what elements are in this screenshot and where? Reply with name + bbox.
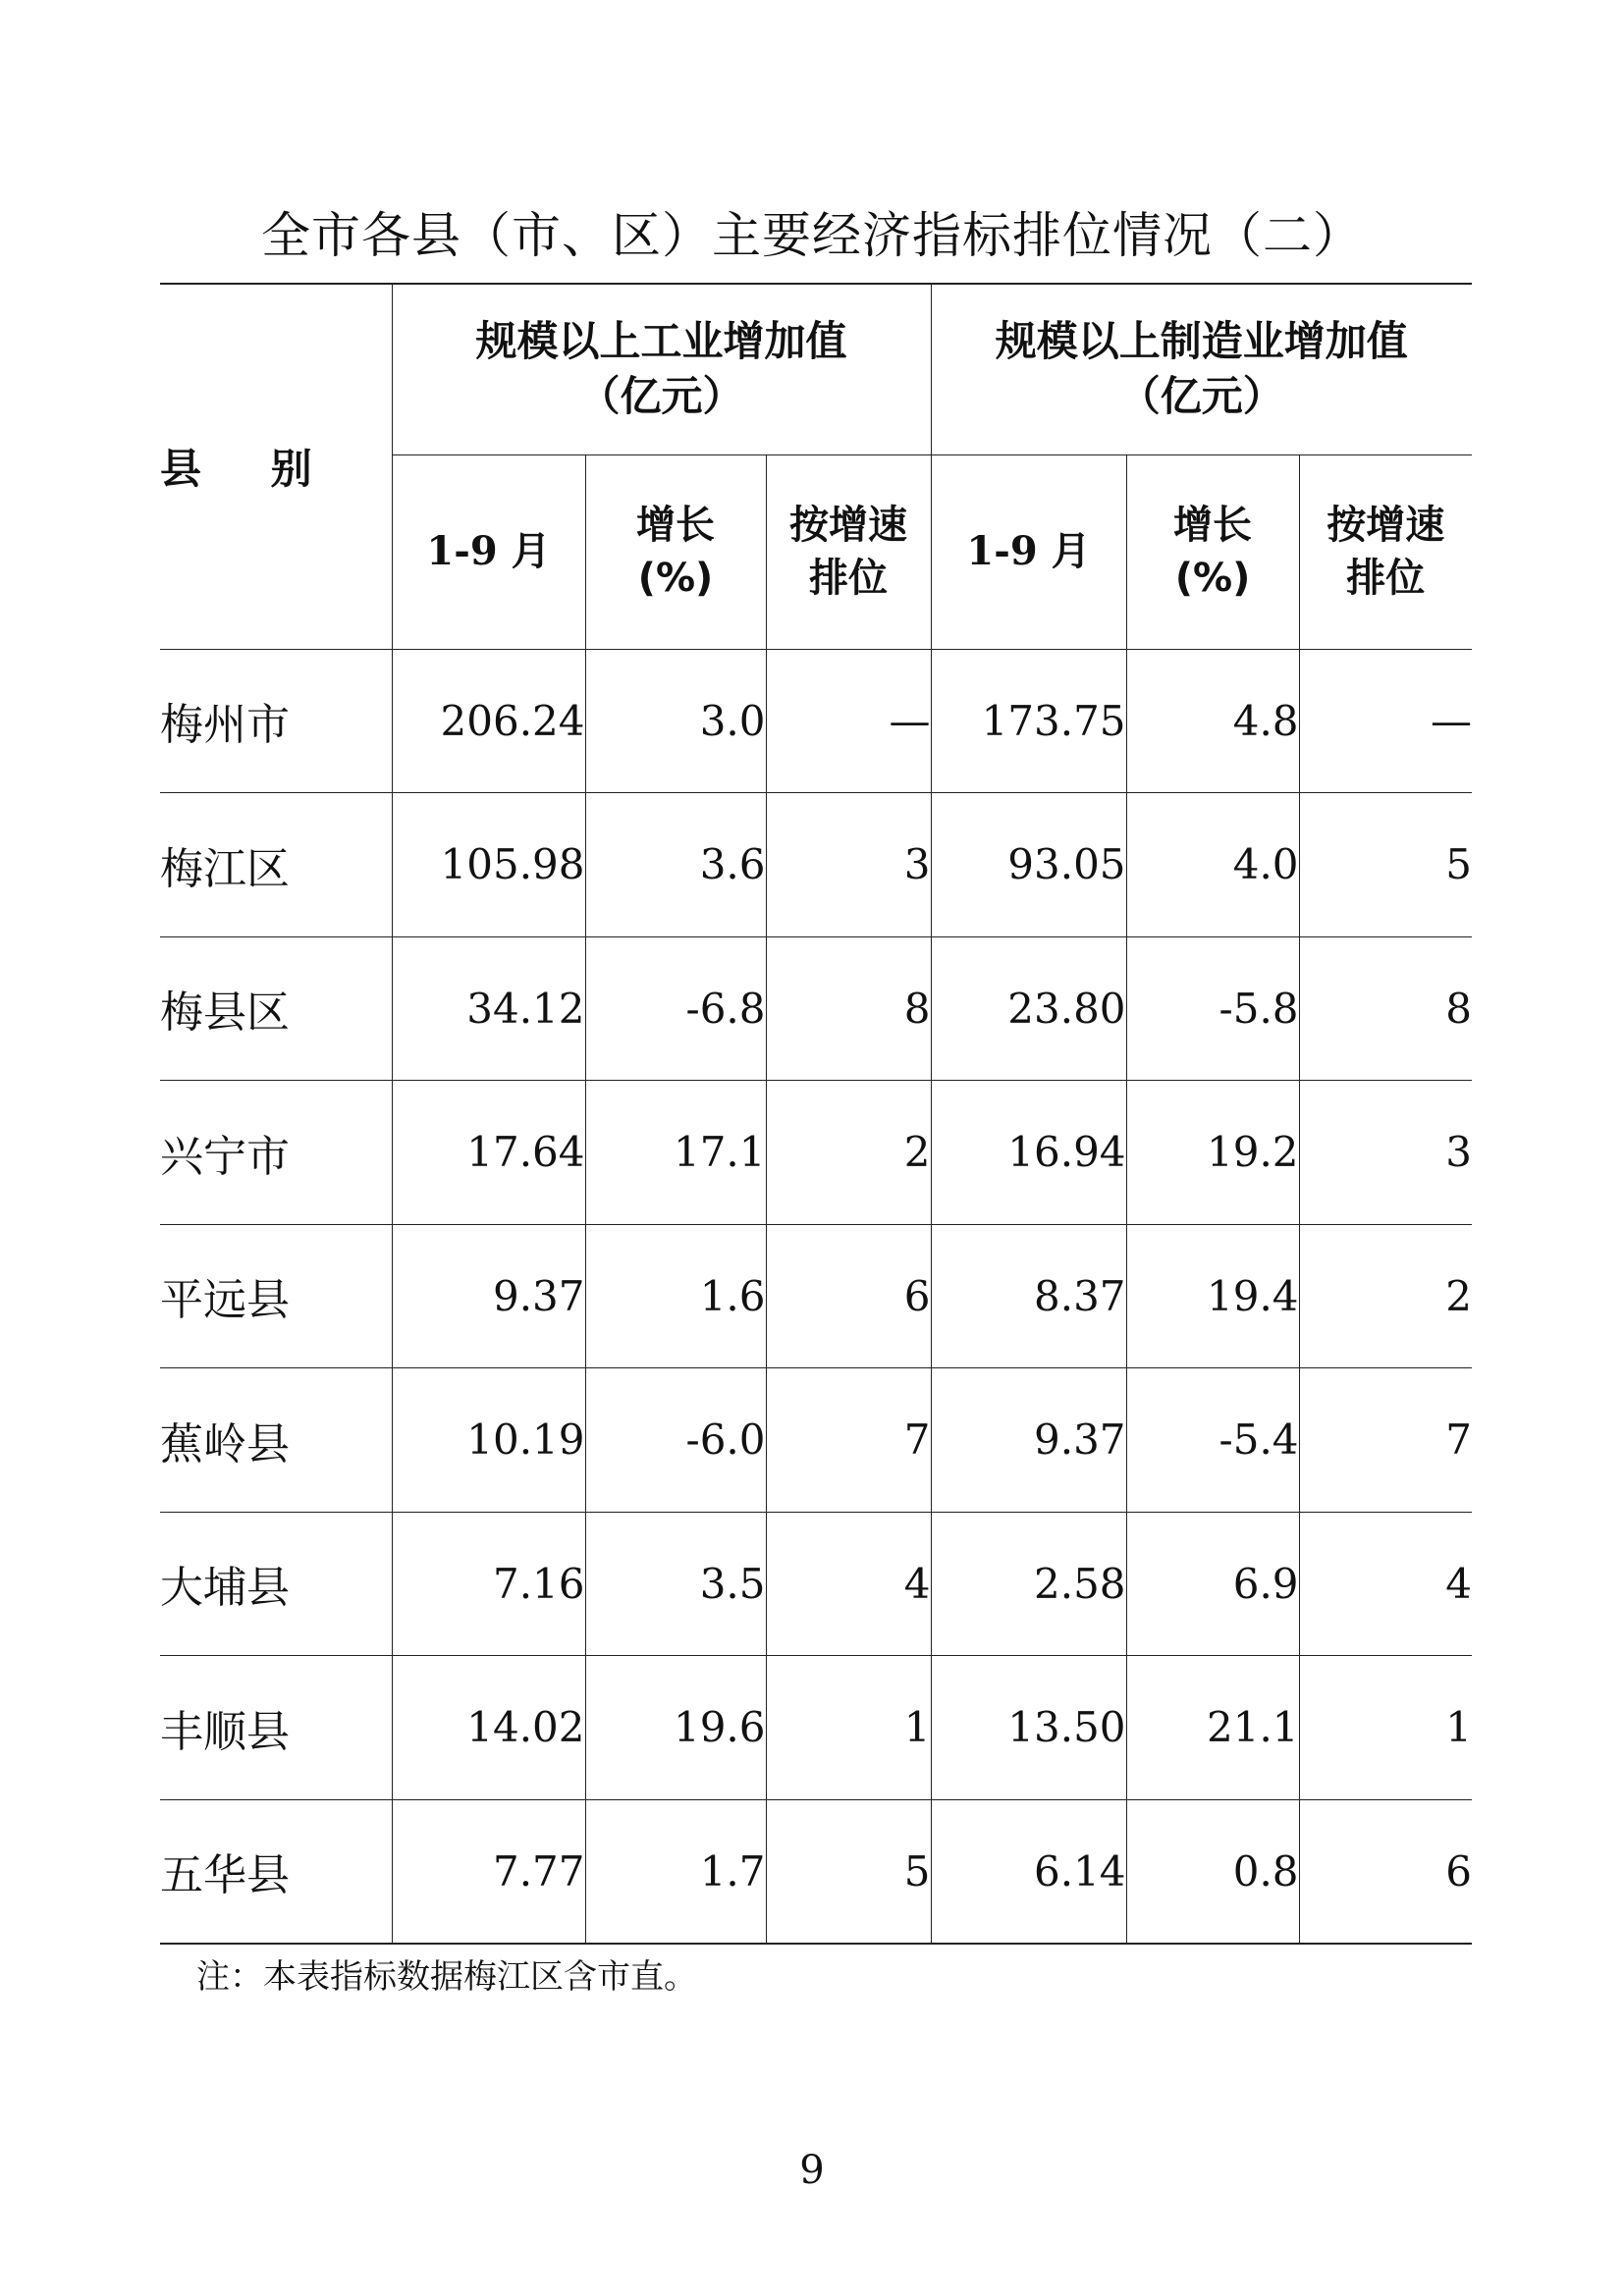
county-column-header: 县 别: [160, 284, 392, 649]
group-header-industry: [392, 284, 931, 454]
mfg-growth-cell: 6.9: [1126, 1512, 1299, 1656]
mfg-value-cell: 16.94: [931, 1081, 1126, 1225]
ind-value-cell: 10.19: [392, 1368, 585, 1513]
group-header-manufacturing: [931, 284, 1472, 454]
mfg-growth-cell: 21.1: [1126, 1656, 1299, 1800]
mfg-value-cell: 2.58: [931, 1512, 1126, 1656]
county-name-cell: 丰顺县: [160, 1656, 392, 1800]
table-row: [160, 1656, 1472, 1800]
ind-value-cell: 7.77: [392, 1799, 585, 1944]
table-row: [160, 1081, 1472, 1225]
mfg-rank-cell: —: [1299, 649, 1472, 793]
subheader-industry-period: 1-9 月: [392, 454, 585, 649]
mfg-growth-cell: 0.8: [1126, 1799, 1299, 1944]
ind-value-cell: 34.12: [392, 936, 585, 1081]
mfg-rank-cell: 1: [1299, 1656, 1472, 1800]
ind-rank-cell: 8: [766, 936, 931, 1081]
county-name-cell: 蕉岭县: [160, 1368, 392, 1513]
mfg-growth-cell: 19.4: [1126, 1224, 1299, 1368]
table-row: [160, 936, 1472, 1081]
header-row-groups: [160, 284, 1472, 454]
subheader-industry-growth: [585, 454, 766, 649]
ind-rank-cell: 5: [766, 1799, 931, 1944]
county-name-cell: 大埔县: [160, 1512, 392, 1656]
subheader-rank-line1: 按增速: [789, 503, 908, 548]
mfg-value-cell: 6.14: [931, 1799, 1126, 1944]
group-header-manufacturing-name: 规模以上制造业增加值: [995, 317, 1408, 366]
county-name-cell: 梅州市: [160, 649, 392, 793]
county-name-cell: 梅江区: [160, 793, 392, 937]
page-title: 全市各县（市、区）主要经济指标排位情况（二）: [261, 207, 1363, 264]
ind-rank-cell: 7: [766, 1368, 931, 1513]
ind-rank-cell: 1: [766, 1656, 931, 1800]
table-row: [160, 793, 1472, 937]
ind-growth-cell: 3.0: [585, 649, 766, 793]
ind-growth-cell: 1.6: [585, 1224, 766, 1368]
table-row: [160, 1224, 1472, 1368]
table-body: [160, 649, 1472, 1944]
ind-growth-cell: 3.5: [585, 1512, 766, 1656]
subheader-rank-line2: 排位: [809, 556, 889, 601]
subheader-manufacturing-growth: [1126, 454, 1299, 649]
ind-rank-cell: 4: [766, 1512, 931, 1656]
table-row: [160, 1799, 1472, 1944]
group-header-industry-unit: （亿元）: [578, 372, 744, 421]
ind-value-cell: 105.98: [392, 793, 585, 937]
ind-value-cell: 17.64: [392, 1081, 585, 1225]
mfg-growth-cell: 4.0: [1126, 793, 1299, 937]
subheader-rank-line1: 按增速: [1326, 503, 1445, 548]
mfg-value-cell: 13.50: [931, 1656, 1126, 1800]
mfg-value-cell: 23.80: [931, 936, 1126, 1081]
mfg-rank-cell: 5: [1299, 793, 1472, 937]
subheader-growth-unit: (%): [1174, 556, 1251, 601]
mfg-value-cell: 8.37: [931, 1224, 1126, 1368]
ind-value-cell: 7.16: [392, 1512, 585, 1656]
table-row: [160, 649, 1472, 793]
mfg-growth-cell: -5.8: [1126, 936, 1299, 1081]
ind-growth-cell: -6.8: [585, 936, 766, 1081]
county-name-cell: 兴宁市: [160, 1081, 392, 1225]
subheader-manufacturing-rank: [1299, 454, 1472, 649]
mfg-rank-cell: 6: [1299, 1799, 1472, 1944]
county-name-cell: 梅县区: [160, 936, 392, 1081]
ind-growth-cell: 19.6: [585, 1656, 766, 1800]
ind-rank-cell: 3: [766, 793, 931, 937]
ind-value-cell: 206.24: [392, 649, 585, 793]
page-number: 9: [799, 2148, 825, 2193]
mfg-growth-cell: 4.8: [1126, 649, 1299, 793]
subheader-growth-label: 增长: [1173, 503, 1253, 548]
mfg-growth-cell: -5.4: [1126, 1368, 1299, 1513]
mfg-value-cell: 173.75: [931, 649, 1126, 793]
ind-growth-cell: 3.6: [585, 793, 766, 937]
mfg-rank-cell: 2: [1299, 1224, 1472, 1368]
mfg-value-cell: 9.37: [931, 1368, 1126, 1513]
group-header-manufacturing-unit: （亿元）: [1118, 372, 1284, 421]
ind-growth-cell: -6.0: [585, 1368, 766, 1513]
subheader-rank-line2: 排位: [1346, 556, 1426, 601]
ind-growth-cell: 17.1: [585, 1081, 766, 1225]
group-header-industry-name: 规模以上工业增加值: [475, 317, 847, 366]
subheader-growth-unit: (%): [637, 556, 714, 601]
ind-value-cell: 9.37: [392, 1224, 585, 1368]
mfg-growth-cell: 19.2: [1126, 1081, 1299, 1225]
mfg-rank-cell: 3: [1299, 1081, 1472, 1225]
subheader-industry-rank: [766, 454, 931, 649]
mfg-rank-cell: 7: [1299, 1368, 1472, 1513]
table-row: [160, 1368, 1472, 1513]
ind-rank-cell: 2: [766, 1081, 931, 1225]
ind-rank-cell: —: [766, 649, 931, 793]
county-name-cell: 五华县: [160, 1799, 392, 1944]
county-name-cell: 平远县: [160, 1224, 392, 1368]
mfg-rank-cell: 8: [1299, 936, 1472, 1081]
mfg-value-cell: 93.05: [931, 793, 1126, 937]
mfg-rank-cell: 4: [1299, 1512, 1472, 1656]
subheader-growth-label: 增长: [636, 503, 715, 548]
table-row: [160, 1512, 1472, 1656]
ind-value-cell: 14.02: [392, 1656, 585, 1800]
table-footnote: 注：本表指标数据梅江区含市直。: [196, 1957, 697, 1997]
ind-rank-cell: 6: [766, 1224, 931, 1368]
ind-growth-cell: 1.7: [585, 1799, 766, 1944]
subheader-manufacturing-period: 1-9 月: [931, 454, 1126, 649]
economic-indicators-table: [160, 283, 1472, 1945]
